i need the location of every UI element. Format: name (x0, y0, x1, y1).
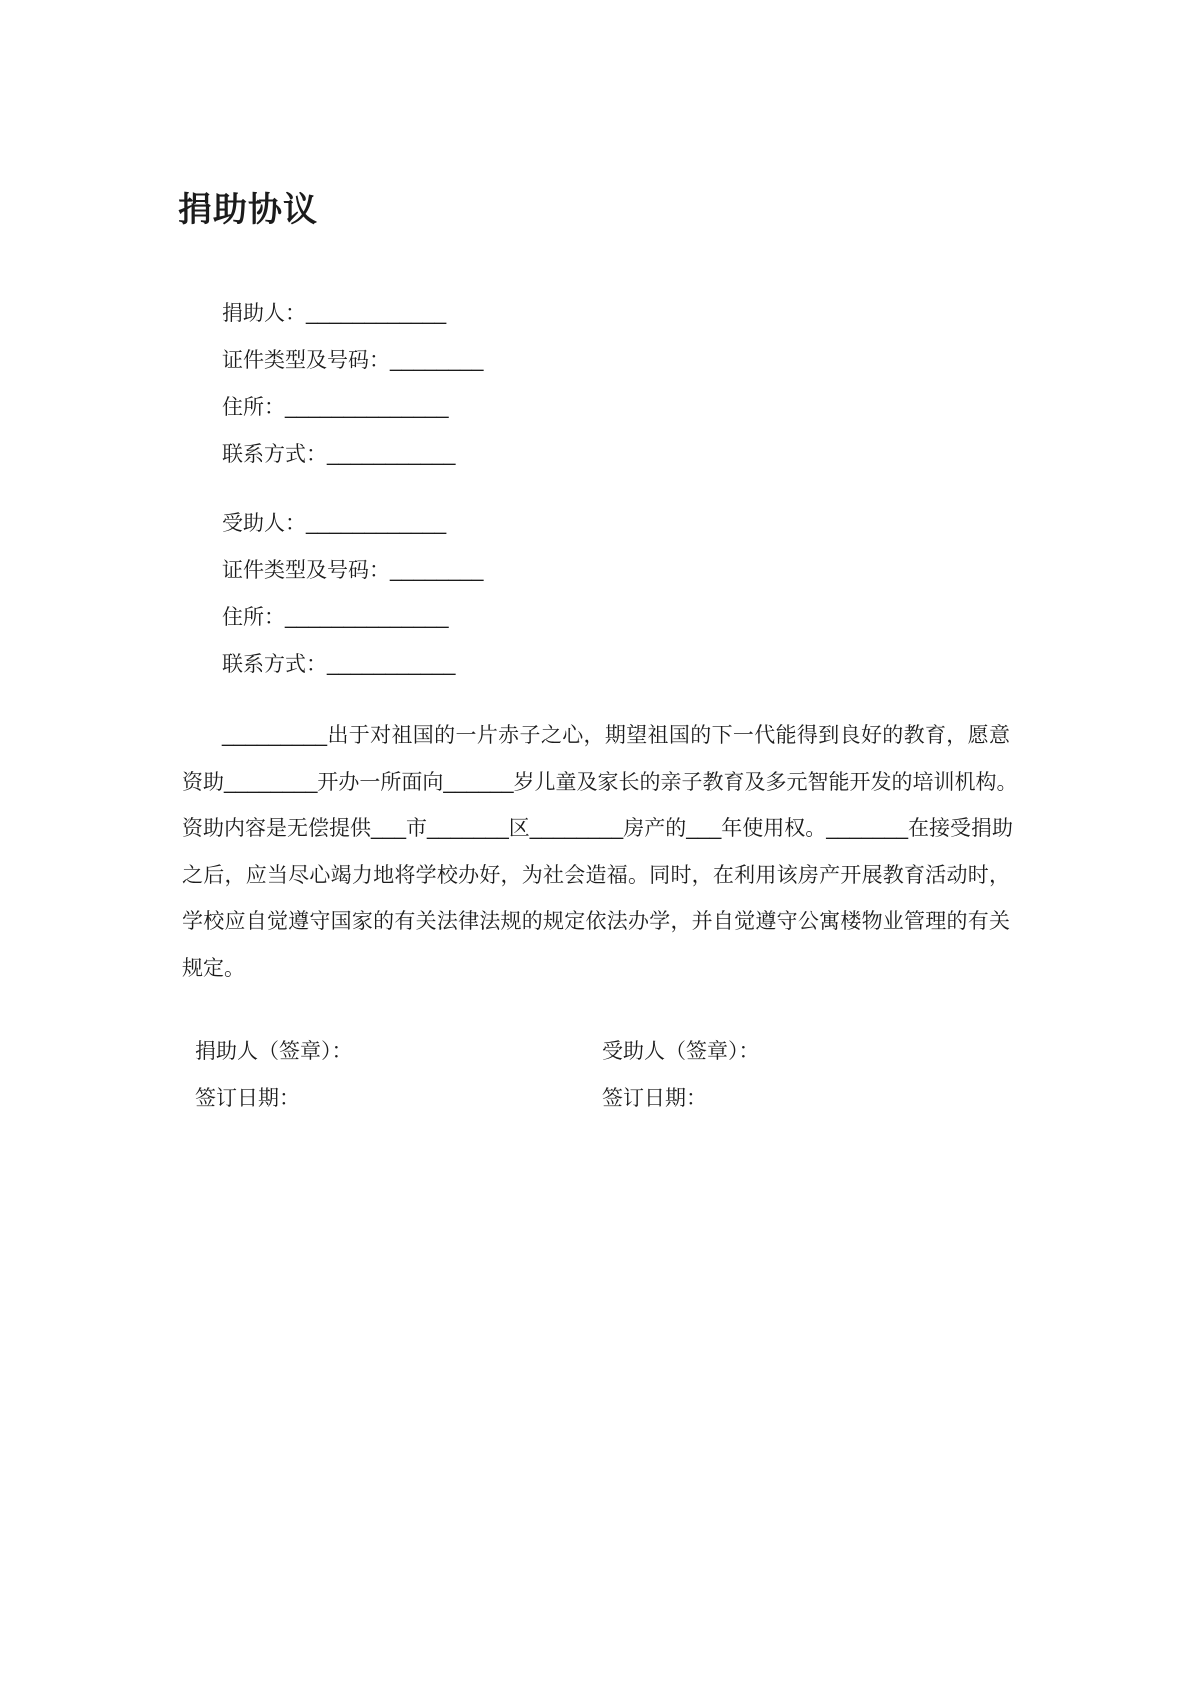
recipient-address-row (222, 594, 483, 641)
donor-address-label: 住所： (222, 396, 285, 419)
document-title: 捐助协议 (178, 190, 318, 230)
recipient-address-label: 住所： (222, 606, 285, 629)
donor-address-row (222, 384, 483, 431)
recipient-name-label: 受助人： (222, 512, 306, 535)
donor-name-blank: ____________ (306, 302, 447, 325)
recipient-id-blank: ________ (390, 559, 484, 582)
recipient-contact-label: 联系方式： (222, 653, 327, 676)
body-line: 规定。 (182, 956, 245, 980)
signature-date-row (195, 1075, 760, 1122)
recipient-name-row (222, 500, 483, 547)
recipient-info-block (222, 500, 483, 688)
body-line: 资助________开办一所面向______岁儿童及家长的亲子教育及多元智能开发的培训机构。 (182, 770, 1018, 794)
donor-contact-label: 联系方式： (222, 443, 327, 466)
recipient-name-blank: ____________ (306, 512, 447, 535)
donor-id-row (222, 337, 483, 384)
donor-contact-blank: ___________ (327, 443, 456, 466)
donor-address-blank: ______________ (285, 396, 449, 419)
recipient-address-blank: ______________ (285, 606, 449, 629)
signature-sign-row (195, 1028, 760, 1075)
recipient-id-label: 证件类型及号码： (222, 559, 390, 582)
recipient-contact-blank: ___________ (327, 653, 456, 676)
body-line: _________出于对祖国的一片赤子之心，期望祖国的下一代能得到良好的教育，愿意 (222, 724, 1010, 747)
donor-contact-row (222, 431, 483, 478)
donor-sign-label: 捐助人（签章）： (195, 1040, 353, 1063)
body-line: 之后，应当尽心竭力地将学校办好，为社会造福。同时，在利用该房产开展教育活动时， (182, 863, 1010, 887)
agreement-body-paragraph (182, 713, 1018, 992)
donor-name-row (222, 290, 483, 337)
recipient-id-row (222, 547, 483, 594)
recipient-sign-label: 受助人（签章）： (602, 1040, 760, 1063)
donor-date-label: 签订日期： (195, 1087, 300, 1110)
donor-id-blank: ________ (390, 349, 484, 372)
recipient-contact-row (222, 641, 483, 688)
body-line: 学校应自觉遵守国家的有关法律法规的规定依法办学，并自觉遵守公寓楼物业管理的有关 (182, 910, 1010, 933)
signature-block (195, 1028, 760, 1122)
recipient-date-label: 签订日期： (602, 1087, 707, 1110)
donor-info-block (222, 290, 483, 478)
donor-name-label: 捐助人： (222, 302, 306, 325)
donor-id-label: 证件类型及号码： (222, 349, 390, 372)
body-line: 资助内容是无偿提供___市_______区________房产的___年使用权。_______在接受捐助 (182, 817, 1014, 840)
